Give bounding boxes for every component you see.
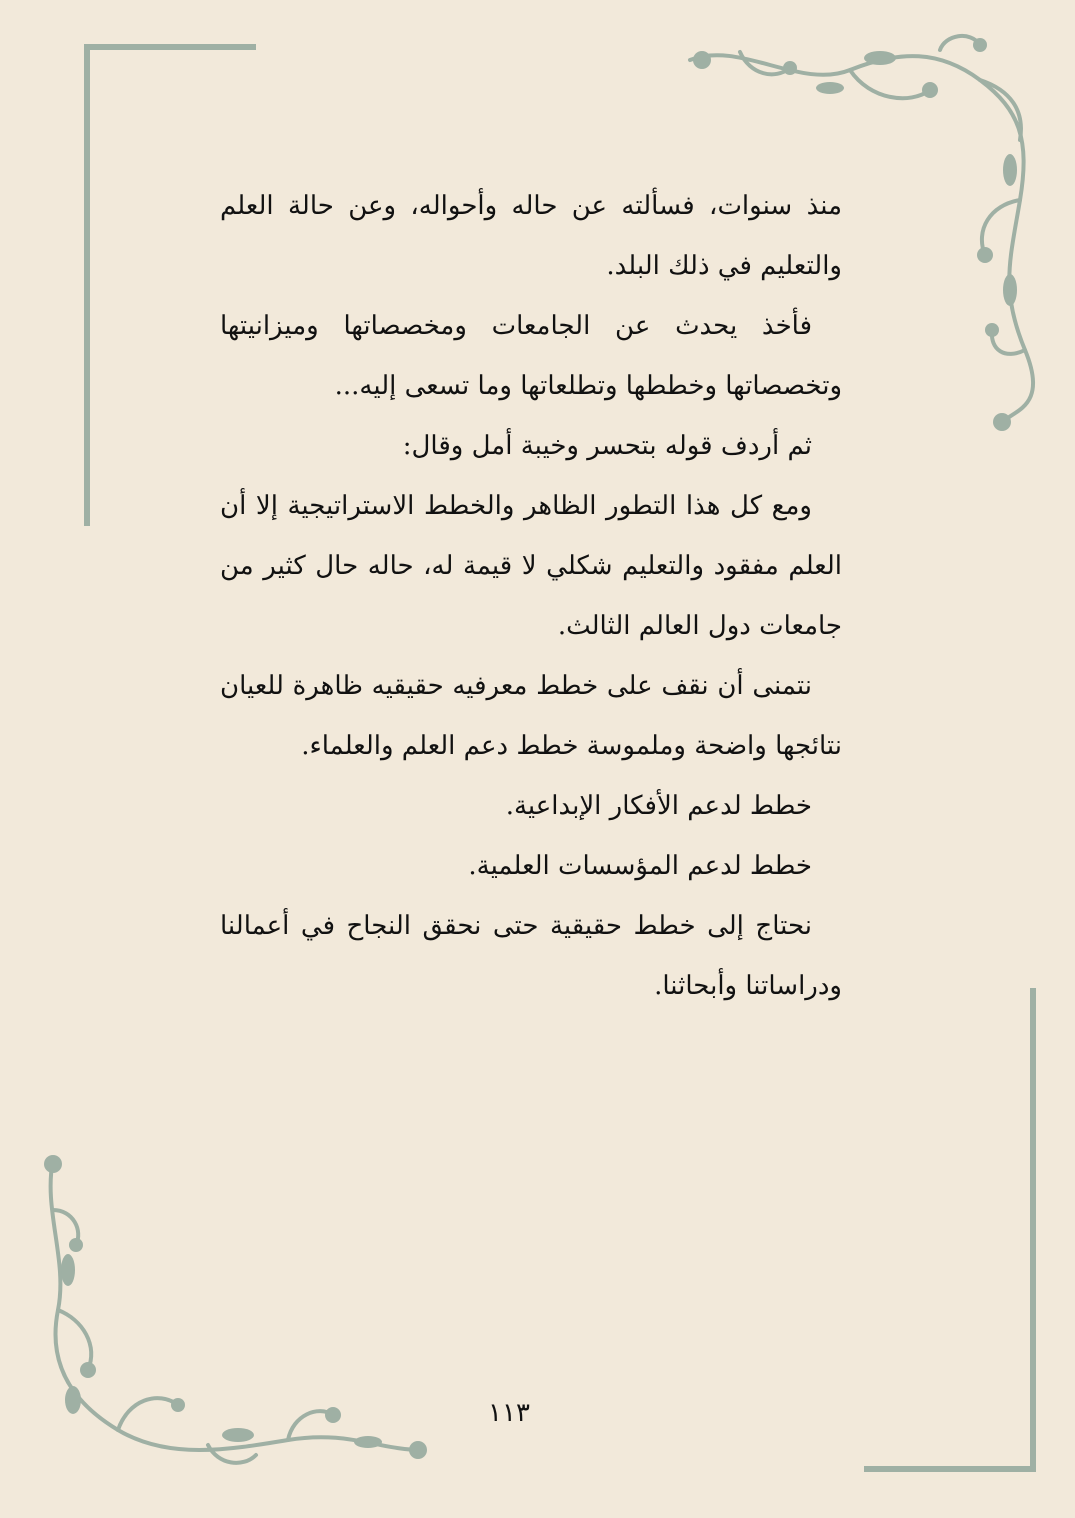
body-text	[220, 176, 842, 1016]
paragraph-3: ثم أردف قوله بتحسر وخيبة أمل وقال:	[402, 431, 812, 461]
paragraph-1: منذ سنوات، فسألته عن حاله وأحواله، وعن حالة العلم والتعليم في ذلك البلد.	[220, 191, 842, 281]
paragraph-6: خطط لدعم الأفكار الإبداعية.	[505, 791, 812, 821]
paragraph-5: نتمنى أن نقف على خطط معرفيه حقيقيه ظاهرة للعيان نتائجها واضحة وملموسة خطط دعم العلم والعلماء.	[220, 671, 842, 761]
frame-bottom-right-vertical	[1030, 988, 1036, 1472]
frame-top-left-vertical	[84, 44, 90, 526]
paragraph-4: ومع كل هذا التطور الظاهر والخطط الاستراتيجية إلا أن العلم مفقود والتعليم شكلي لا قيمة له، حاله حال كثير من جامعات دول العالم الثالث.	[220, 491, 842, 641]
frame-top-left-horizontal	[84, 44, 256, 50]
paragraph-8: نحتاج إلى خطط حقيقية حتى نحقق النجاح في أعمالنا ودراساتنا وأبحاثنا.	[220, 911, 842, 1001]
frame-bottom-right-horizontal	[864, 1466, 1036, 1472]
page-number: ١١٣	[488, 1398, 530, 1428]
paragraph-2: فأخذ يحدث عن الجامعات ومخصصاتها وميزانيتها وتخصصاتها وخططها وتطلعاتها وما تسعى إليه...	[220, 311, 842, 401]
paragraph-7: خطط لدعم المؤسسات العلمية.	[468, 851, 812, 881]
bottom-left-floral-ornament	[28, 1150, 438, 1480]
